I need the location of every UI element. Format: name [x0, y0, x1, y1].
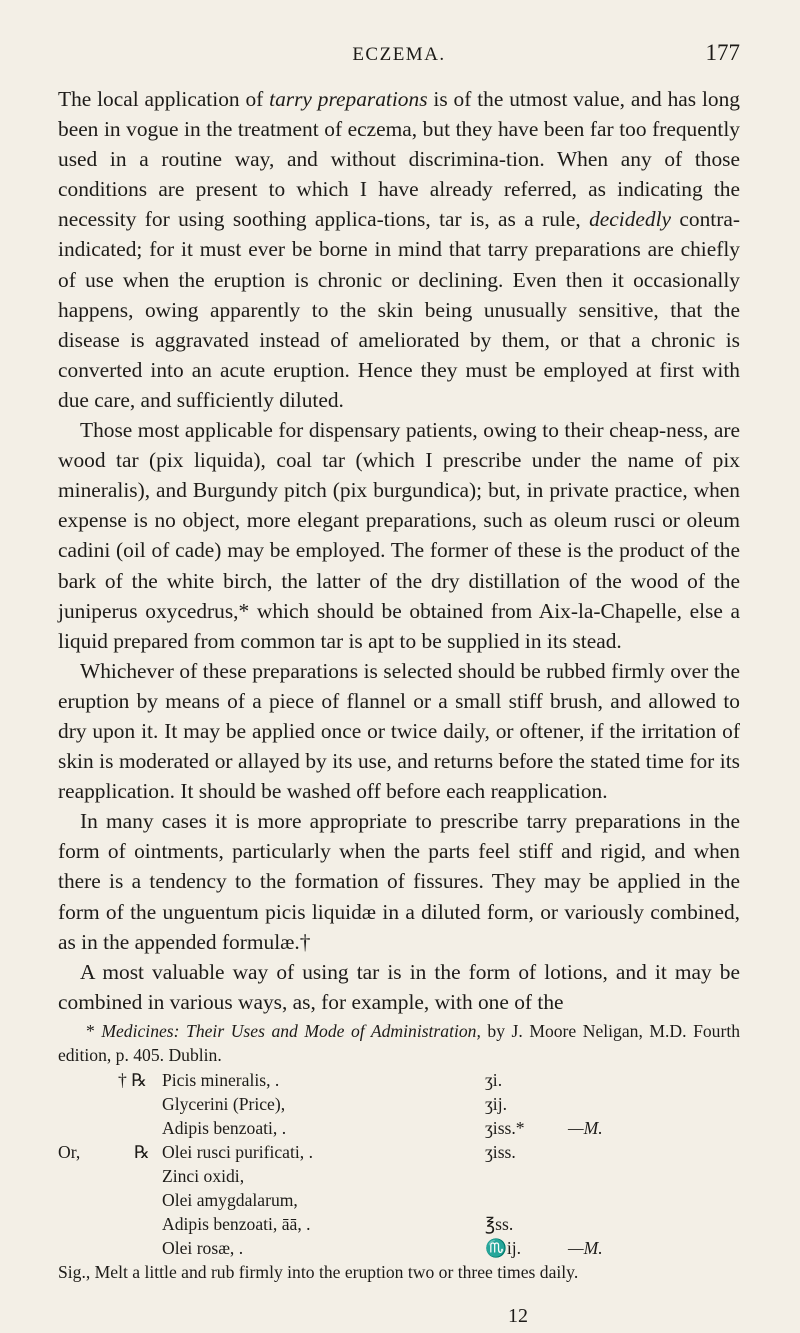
rx-item: Picis mineralis, .	[162, 1069, 280, 1090]
rx-row	[58, 1236, 740, 1260]
footnote-star	[58, 1019, 740, 1068]
rx-item: Olei rusci purificati, .	[162, 1141, 313, 1162]
rx-row	[58, 1212, 740, 1236]
paragraph-1	[58, 84, 740, 415]
footnote-title: Medicines: Their Uses and Mode of Administration,	[101, 1021, 481, 1041]
rx-item: Zinci oxidi,	[162, 1165, 245, 1186]
footnote-citation: by J. Moore Neligan, M.D. Fourth edition, p. 405. Dublin.	[58, 1021, 741, 1066]
body-text	[58, 84, 740, 1017]
rx-item: Olei amygdalarum,	[162, 1189, 298, 1210]
rx-item: Adipis benzoati, āā, .	[162, 1213, 311, 1234]
rx-quantity: ʒiss.*	[485, 1117, 525, 1138]
rx-row	[58, 1068, 740, 1092]
rx-item: Glycerini (Price),	[162, 1093, 286, 1114]
footnote-mark: *	[86, 1021, 95, 1041]
paragraph-text: A most valuable way of using tar is in the form of lotions, and it may be combined in various ways, as, for example, with one of the	[58, 959, 740, 1014]
emphasis-text: tarry preparations	[269, 87, 428, 111]
rx-quantity: ♏ij.	[485, 1237, 522, 1258]
paragraph-text: Those most applicable for dispensary patients, owing to their cheap-ness, are wood tar (pix liquida), coal tar (which I prescribe under the name of pix mineralis), and Burgundy pitch (pix burgundica); but, in private practice, when expense is no object, more elegant preparations, such as oleum rusci or oleum cadini (oil of cade) may be employed. The former of these is the product of the bark of the white birch, the latter of the dry distillation of the wood of the juniperus oxycedrus,* which should be obtained from Aix-la-Chapelle, else a liquid prepared from common tar is apt to be supplied in its stead.	[58, 418, 740, 653]
rx-symbol: ℞	[134, 1141, 150, 1162]
rx-row	[58, 1188, 740, 1212]
page-number: 177	[705, 40, 740, 65]
rx-row	[58, 1116, 740, 1140]
page-header	[58, 40, 740, 70]
rx-mix-label: —M.	[568, 1117, 603, 1138]
rx-item: Adipis benzoati, .	[162, 1117, 287, 1138]
rx-dagger-mark	[118, 1068, 147, 1092]
rx-row	[58, 1260, 740, 1284]
rx-row	[58, 1140, 740, 1164]
rx-mix-label: —M.	[568, 1237, 603, 1258]
running-title: ECZEMA.	[352, 44, 446, 65]
paragraph-text: The local application of tarry preparations is of the utmost value, and has long been in vogue in the treatment of eczema, but they have been far too frequently used in a routine way, and without discrimina-tion. When any of those conditions are present to which I have already referred, as indicating the necessity for using soothing applica-tions, tar is, as a rule, decidedly contra-indicated; for it must ever be borne in mind that tarry preparations are chiefly of use when the eruption is chronic or declining. Even then it occasionally happens, owing apparently to the skin being unusually sensitive, that the disease is aggravated instead of ameliorated by them, or that a chronic is converted into an acute eruption. Hence they must be employed at first with due care, and sufficiently diluted.	[58, 87, 740, 412]
rx-row	[58, 1092, 740, 1116]
emphasis-text: decidedly	[589, 207, 672, 232]
signa-instructions: Sig., Melt a little and rub firmly into the eruption two or three times daily.	[58, 1261, 579, 1282]
prescription-block	[58, 1068, 740, 1311]
rx-quantity: ʒij.	[485, 1093, 507, 1114]
paragraph-4	[58, 806, 740, 956]
signature-folio: 12	[508, 1305, 528, 1327]
rx-quantity: ʒiss.	[485, 1141, 516, 1162]
rx-item: Olei rosæ, .	[162, 1237, 244, 1258]
paragraph-text: In many cases it is more appropriate to prescribe tarry preparations in the form of ointments, particularly when the parts feel stiff and rigid, and when there is a tendency to the formation of fissures. They may be applied in the form of the unguentum picis liquidæ in a diluted form, or variously combined, as in the appended formulæ.†	[58, 809, 740, 954]
paragraph-3	[58, 656, 740, 806]
or-label: Or,	[58, 1141, 81, 1162]
rx-quantity: ʒi.	[485, 1069, 503, 1090]
paragraph-2	[58, 415, 740, 656]
rx-symbol: ℞	[131, 1069, 147, 1090]
paragraph-text: Whichever of these preparations is selected should be rubbed firmly over the eruption by means of a piece of flannel or a small stiff brush, and allowed to dry upon it. It may be applied once or twice daily, or oftener, if the irritation of skin is moderated or allayed by its use, and returns before the stated time for its reapplication. It should be washed off before each reapplication.	[58, 658, 740, 804]
rx-quantity: ℥ss.	[485, 1213, 514, 1234]
paragraph-5	[58, 957, 740, 1017]
dagger-symbol: †	[118, 1069, 127, 1090]
footnotes	[58, 1019, 740, 1311]
rx-row	[58, 1164, 740, 1188]
